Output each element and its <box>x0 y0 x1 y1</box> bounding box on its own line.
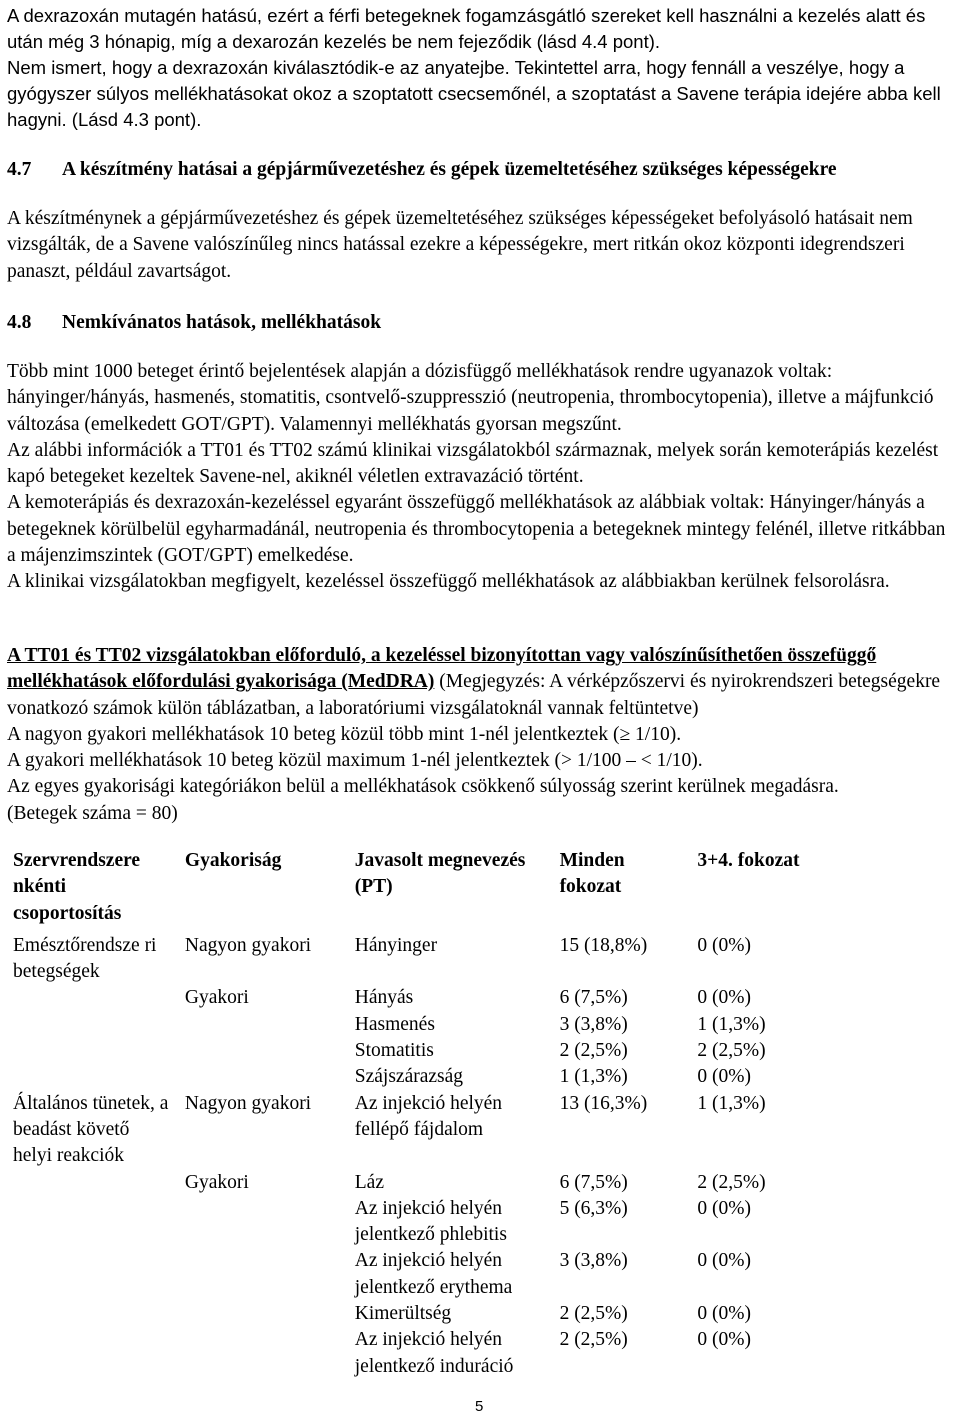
table-cell <box>179 1064 349 1090</box>
table-cell: Kimerültség <box>354 1303 452 1325</box>
table-cell: 2 (2,5%) <box>559 1040 628 1062</box>
table-cell: 0 (0%) <box>697 987 752 1009</box>
table-cell: 0 (0%) <box>697 1329 752 1351</box>
table-cell: 3 (3,8%) <box>559 1013 628 1035</box>
table-cell <box>7 1064 179 1090</box>
section-4-8-number: 4.8 <box>7 312 32 333</box>
table-cell: Az injekció helyén jelentkező phlebitis <box>354 1197 507 1246</box>
section-4-7-body: A készítménynek a gépjárművezetéshez és gépek üzemeltetéséhez szükséges képességeket befolyásoló hatásait nem vizsgálták, de a Savene valószínűleg nincs hatással ezekre a képességekre, mert ritkán okoz központi idegrendszeri panaszt, például zavartságot. <box>7 208 913 282</box>
table-cell: 2 (2,5%) <box>559 1303 628 1325</box>
table-cell: Stomatitis <box>354 1040 434 1062</box>
section-4-8-paragraph-2: Az alábbi információk a TT01 és TT02 számú klinikai vizsgálatokból származnak, melyek során kemoterápiás kezelést kapó betegeket kezeltek Savene-nel, akiknél véletlen extravazáció történt. <box>7 439 939 488</box>
frequency-title-note: (Megjegyzés: A vérképzőszervi és nyirokrendszeri betegségekre vonatkozó számok külön táblázatban, a laboratóriumi vizsgálatoknál vannak feltüntetve) <box>7 671 941 719</box>
table-cell: 1 (1,3%) <box>559 1066 628 1088</box>
section-4-8-paragraph-3: A kemoterápiás és dexrazoxán-kezeléssel egyaránt összefüggő mellékhatások az alábbiak voltak: Hányinger/hányás a betegeknek körülbelül egyharmadánál, neutropenia és thrombocytopenia a betegeknek mintegy felénél, illetve ritkábban a májenzimszintek (GOT/GPT) emelkedése. <box>7 492 946 567</box>
table-row <box>7 929 953 986</box>
table-cell <box>179 1038 349 1064</box>
table-row <box>7 1248 953 1301</box>
table-row <box>7 1301 953 1327</box>
table-row <box>7 1196 953 1249</box>
table-cell <box>7 1327 179 1380</box>
patient-count: (Betegek száma = 80) <box>7 802 178 824</box>
table-cell <box>7 1012 179 1038</box>
table-cell: Nagyon gyakori <box>184 934 312 956</box>
table-cell: 6 (7,5%) <box>559 987 628 1009</box>
table-cell <box>7 985 179 1011</box>
intro-block <box>7 3 953 133</box>
header-cell: Minden fokozat <box>559 850 625 898</box>
table-cell: Általános tünetek, a beadást követő helyi reakciók <box>13 1092 169 1167</box>
frequency-title <box>7 643 953 722</box>
section-4-8-body <box>7 359 953 596</box>
table-cell: Az injekció helyén fellépő fájdalom <box>354 1092 503 1140</box>
header-cell: 3+4. fokozat <box>697 850 800 871</box>
table-cell <box>7 1196 179 1249</box>
table-cell: Gyakori <box>184 987 249 1009</box>
table-cell: Szájszárazság <box>354 1066 464 1088</box>
table-row <box>7 1327 953 1380</box>
table-cell <box>7 1170 179 1196</box>
section-4-7-number: 4.7 <box>7 159 32 180</box>
table-cell: 5 (6,3%) <box>559 1197 628 1219</box>
page-number: 5 <box>475 1398 484 1415</box>
table-cell <box>179 1301 349 1327</box>
table-cell: 0 (0%) <box>697 1303 752 1325</box>
table-cell: 0 (0%) <box>697 1197 752 1219</box>
table-cell <box>7 1248 179 1301</box>
table-cell: Láz <box>354 1171 384 1193</box>
section-4-8-paragraph-4: A klinikai vizsgálatokban megfigyelt, kezeléssel összefüggő mellékhatások az alábbiakban kerülnek felsorolásra. <box>7 571 890 593</box>
table-row <box>7 1012 953 1038</box>
intro-paragraph-2: Nem ismert, hogy a dexrazoxán kiválasztódik-e az anyatejbe. Tekintettel arra, hogy fennáll a veszélye, hogy a gyógyszer súlyos mellékhatásokat okoz a szoptatott csecsemőnél, a szoptatást a Savene terápia idejére abba kell hagyni. (Lásd 4.3 pont). <box>7 57 941 130</box>
very-common-definition: A nagyon gyakori mellékhatások 10 beteg közül több mint 1-nél jelentkeztek (≥ 1/10). <box>7 723 682 745</box>
table-cell <box>179 1248 349 1301</box>
adverse-reactions-table <box>7 846 953 1380</box>
table-cell: 1 (1,3%) <box>697 1092 766 1114</box>
section-4-8-heading <box>7 310 953 336</box>
table-cell: Gyakori <box>184 1171 249 1193</box>
table-cell: 3 (3,8%) <box>559 1250 628 1272</box>
table-cell: 0 (0%) <box>697 1250 752 1272</box>
table-cell: Az injekció helyén jelentkező induráció <box>354 1329 514 1377</box>
table-cell: 1 (1,3%) <box>697 1013 766 1035</box>
table-cell <box>7 1038 179 1064</box>
table-cell: Hasmenés <box>354 1013 435 1035</box>
section-4-8-title: Nemkívánatos hatások, mellékhatások <box>62 312 382 333</box>
table-cell: Hányás <box>354 987 414 1009</box>
table-cell: 13 (16,3%) <box>559 1092 648 1114</box>
table-row <box>7 1091 953 1170</box>
table-cell: 15 (18,8%) <box>559 934 648 956</box>
table-cell: Nagyon gyakori <box>184 1092 312 1114</box>
table-cell: 2 (2,5%) <box>559 1329 628 1351</box>
section-4-7-heading <box>7 157 953 183</box>
table-row <box>7 1064 953 1090</box>
frequency-title-bold: A TT01 és TT02 vizsgálatokban előforduló, a kezeléssel bizonyítottan vagy valószínűsíthetően összefüggő mellékhatások előfordulási gyakorisága (MedDRA) <box>7 645 877 693</box>
header-cell: Gyakoriság <box>184 850 282 871</box>
table-cell <box>179 1327 349 1380</box>
ordering-note: Az egyes gyakorisági kategóriákon belül a mellékhatások csökkenő súlyosság szerint kerülnek megadásra. <box>7 776 839 798</box>
table-cell: 0 (0%) <box>697 934 752 956</box>
table-cell: Hányinger <box>354 934 438 956</box>
table-cell <box>179 1196 349 1249</box>
frequency-intro <box>7 643 953 827</box>
common-definition: A gyakori mellékhatások 10 beteg közül maximum 1-nél jelentkeztek (> 1/100 – < 1/10). <box>7 750 703 772</box>
header-cell: Szervrendszere nkénti csoportosítás <box>13 850 141 924</box>
table-cell: 6 (7,5%) <box>559 1171 628 1193</box>
table-row <box>7 985 953 1011</box>
section-4-7-title: A készítmény hatásai a gépjárművezetéshez és gépek üzemeltetéséhez szükséges képességekre <box>62 159 837 180</box>
table-cell <box>7 1301 179 1327</box>
table-row <box>7 1170 953 1196</box>
table-cell <box>179 1012 349 1038</box>
header-cell: Javasolt megnevezés (PT) <box>354 850 526 898</box>
table-header-row <box>7 846 953 929</box>
table-row <box>7 1038 953 1064</box>
intro-paragraph-1: A dexrazoxán mutagén hatású, ezért a férfi betegeknek fogamzásgátló szereket kell használni a kezelés alatt és után még 3 hónapig, míg a dexarozán kezelés be nem fejeződik (lásd 4.4 pont). <box>7 5 926 52</box>
table-cell: 2 (2,5%) <box>697 1171 766 1193</box>
section-4-8-paragraph-1: Több mint 1000 beteget érintő bejelentések alapján a dózisfüggő mellékhatások rendre ugyanazok voltak: hányinger/hányás, hasmenés, stomatitis, csontvelő-szuppresszió (neutropenia, thrombocytopenia), illetve a májfunkció változása (emelkedett GOT/GPT). Valamennyi mellékhatás gyorsan megszűnt. <box>7 361 934 435</box>
table-cell: 0 (0%) <box>697 1066 752 1088</box>
table-cell: 2 (2,5%) <box>697 1040 766 1062</box>
table-cell: Az injekció helyén jelentkező erythema <box>354 1250 513 1298</box>
table-cell: Emésztőrendsze ri betegségek <box>13 934 157 983</box>
